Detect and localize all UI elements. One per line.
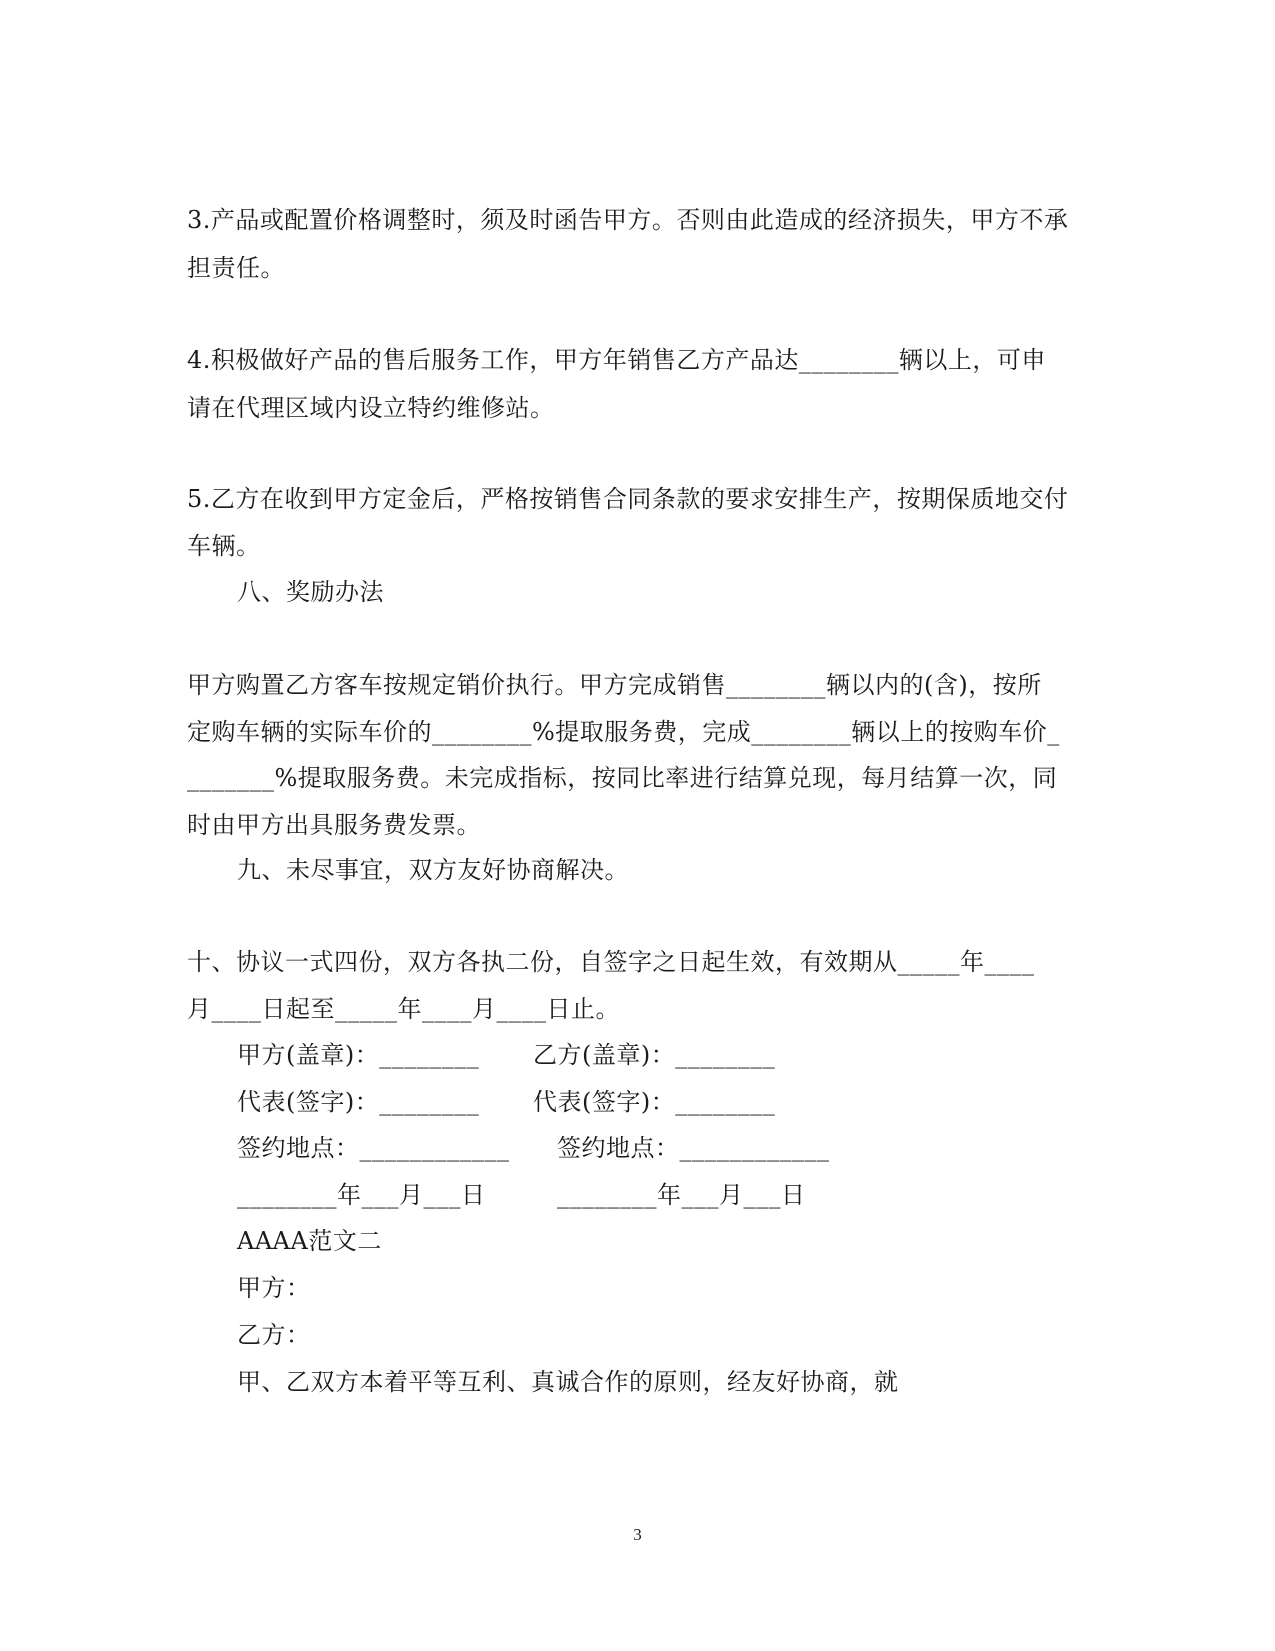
reward-line-1: 甲方购置乙方客车按规定销价执行。甲方完成销售________辆以内的(含)，按所 [187, 671, 1042, 699]
section-10-line-2: 月____日起至_____年____月____日止。 [187, 995, 620, 1023]
item-4-line-2: 请在代理区域内设立特约维修站。 [187, 394, 555, 422]
item-3-line-1: 3.产品或配置价格调整时，须及时函告甲方。否则由此造成的经济损失，甲方不承 [187, 206, 1069, 234]
party-a-signing-place-field: 签约地点：____________ [237, 1134, 510, 1162]
intro-paragraph: 甲、乙双方本着平等互利、真诚合作的原则，经友好协商，就 [237, 1368, 899, 1396]
reward-line-4: 时由甲方出具服务费发票。 [187, 811, 481, 839]
party-a-date-field: ________年___月___日 [237, 1181, 486, 1209]
party-a-representative-field: 代表(签字)：________ [237, 1088, 480, 1116]
reward-line-2: 定购车辆的实际车价的________%提取服务费，完成________辆以上的按购车价_ [187, 718, 1060, 746]
party-a-label: 甲方： [237, 1274, 311, 1302]
item-3-line-2: 担责任。 [187, 254, 285, 282]
party-b-signing-place-field: 签约地点：____________ [557, 1134, 830, 1162]
page-number: 3 [633, 1525, 642, 1544]
section-9: 九、未尽事宜，双方友好协商解决。 [237, 856, 629, 884]
reward-line-3: _______%提取服务费。未完成指标，按同比率进行结算兑现，每月结算一次，同 [187, 764, 1058, 792]
section-10-line-1: 十、协议一式四份，双方各执二份，自签字之日起生效，有效期从_____年____ [187, 948, 1035, 976]
party-b-seal-field: 乙方(盖章)：________ [533, 1041, 776, 1069]
sample-2-title: AAAA范文二 [237, 1227, 382, 1255]
party-b-date-field: ________年___月___日 [557, 1181, 806, 1209]
section-8-heading: 八、奖励办法 [237, 578, 384, 606]
item-4-line-1: 4.积极做好产品的售后服务工作，甲方年销售乙方产品达________辆以上，可申 [187, 346, 1046, 374]
party-b-representative-field: 代表(签字)：________ [533, 1088, 776, 1116]
party-b-label: 乙方： [237, 1321, 311, 1349]
item-5-line-1: 5.乙方在收到甲方定金后，严格按销售合同条款的要求安排生产，按期保质地交付 [187, 485, 1069, 513]
party-a-seal-field: 甲方(盖章)：________ [237, 1041, 480, 1069]
item-5-line-2: 车辆。 [187, 532, 261, 560]
